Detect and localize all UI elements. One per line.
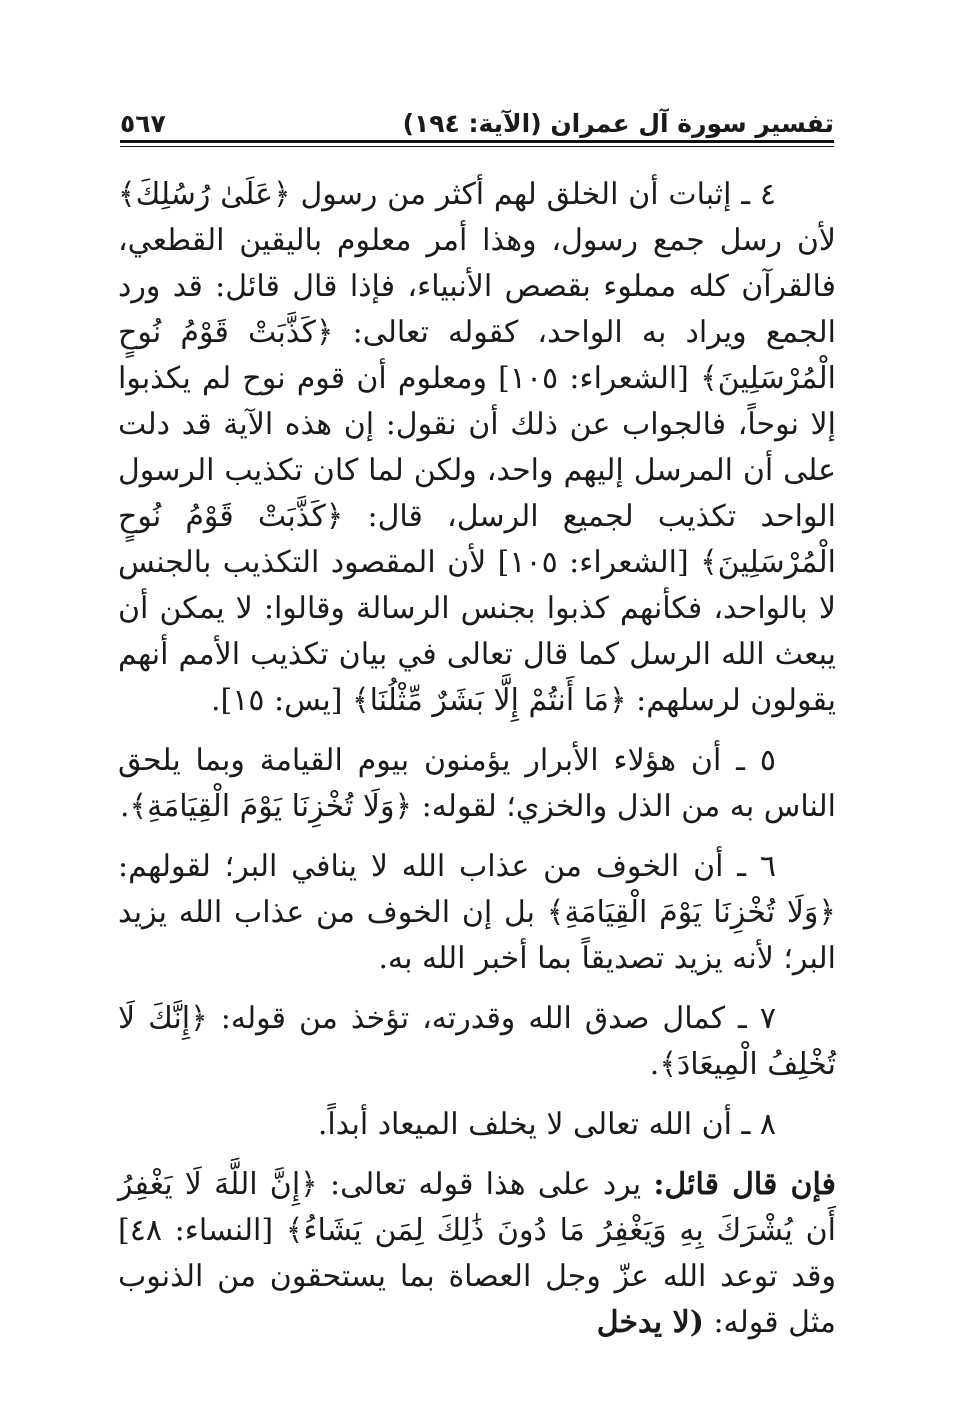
objection-paragraph: فإن قال قائل: يرد على هذا قوله تعالى: ﴿إِنَّ اللَّهَ لَا يَغْفِرُ أَن يُشْرَكَ بِهِ وَيَغْفِرُ مَا دُونَ ذَٰلِكَ لِمَن يَشَاءُ﴾ [النساء: ٤٨] وقد توعد الله عزّ وجل العصاة بما يستحقون من الذنوب مثل قوله: (لا يدخل bbox=[118, 1167, 837, 1340]
header-rule-thin bbox=[120, 146, 834, 147]
header-rule-thick bbox=[120, 140, 834, 143]
page-header bbox=[120, 92, 834, 138]
quran-quote: ﴿مَا أَنتُمْ إِلَّا بَشَرٌ مِّثْلُنَا﴾ bbox=[351, 683, 627, 718]
page-body bbox=[118, 172, 836, 1346]
quran-quote: ﴿إِنَّكَ لَا تُخْلِفُ الْمِيعَادَ﴾ bbox=[118, 1001, 836, 1082]
bold-hadith-start: (لا يدخل bbox=[596, 1305, 704, 1340]
bold-lead: فإن قال قائل: bbox=[653, 1167, 836, 1202]
quran-quote: ﴿إِنَّ اللَّهَ لَا يَغْفِرُ أَن يُشْرَكَ بِهِ وَيَغْفِرُ مَا دُونَ ذَٰلِكَ لِمَن يَشَاءُ﴾ bbox=[118, 1167, 837, 1248]
quran-quote: ﴿كَذَّبَتْ قَوْمُ نُوحٍ الْمُرْسَلِينَ﴾ bbox=[118, 499, 836, 580]
quran-quote: ﴿وَلَا تُخْزِنَا يَوْمَ الْقِيَامَةِ﴾ bbox=[129, 789, 413, 824]
page-number: ٥٦٧ bbox=[120, 109, 166, 138]
point-6-paragraph: ٦ ـ أن الخوف من عذاب الله لا ينافي البر؛ لقولهم: ﴿وَلَا تُخْزِنَا يَوْمَ الْقِيَامَةِ﴾ بل إن الخوف من عذاب الله يزيد البر؛ لأنه يزيد تصديقاً بما أخبر الله به. bbox=[118, 849, 836, 976]
point-5-paragraph: ٥ ـ أن هؤلاء الأبرار يؤمنون بيوم القيامة وبما يلحق الناس به من الذل والخزي؛ لقوله: ﴿وَلَا تُخْزِنَا يَوْمَ الْقِيَامَةِ﴾. bbox=[118, 743, 836, 824]
quran-quote: ﴿وَلَا تُخْزِنَا يَوْمَ الْقِيَامَةِ﴾ bbox=[546, 895, 836, 930]
quran-quote: ﴿كَذَّبَتْ قَوْمُ نُوحٍ الْمُرْسَلِينَ﴾ bbox=[118, 315, 836, 396]
running-title: تفسير سورة آل عمران (الآية: ١٩٤) bbox=[402, 109, 834, 138]
quran-quote: ﴿عَلَىٰ رُسُلِكَ﴾ bbox=[118, 177, 291, 212]
point-4-paragraph: ٤ ـ إثبات أن الخلق لهم أكثر من رسول ﴿عَلَىٰ رُسُلِكَ﴾ لأن رسل جمع رسول، وهذا أمر معلوم باليقين القطعي، فالقرآن كله مملوء بقصص الأنبياء، فإذا قال قائل: قد ورد الجمع ويراد به الواحد، كقوله تعالى: ﴿كَذَّبَتْ قَوْمُ نُوحٍ الْمُرْسَلِينَ﴾ [الشعراء: ١٠٥] ومعلوم أن قوم نوح لم يكذبوا إلا نوحاً، فالجواب عن ذلك أن نقول: إن هذه الآية قد دلت على أن المرسل إليهم واحد، ولكن لما كان تكذيب الرسول الواحد تكذيب لجميع الرسل، قال: ﴿كَذَّبَتْ قَوْمُ نُوحٍ الْمُرْسَلِينَ﴾ [الشعراء: ١٠٥] لأن المقصود التكذيب بالجنس لا بالواحد، فكأنهم كذبوا بجنس الرسالة وقالوا: لا يمكن أن يبعث الله الرسل كما قال تعالى في بيان تكذيب الأمم أنهم يقولون لرسلهم: ﴿مَا أَنتُمْ إِلَّا بَشَرٌ مِّثْلُنَا﴾ [يس: ١٥]. bbox=[118, 177, 836, 718]
point-8-paragraph: ٨ ـ أن الله تعالى لا يخلف الميعاد أبداً. bbox=[317, 1107, 776, 1142]
point-7-paragraph: ٧ ـ كمال صدق الله وقدرته، تؤخذ من قوله: ﴿إِنَّكَ لَا تُخْلِفُ الْمِيعَادَ﴾. bbox=[118, 1001, 836, 1082]
